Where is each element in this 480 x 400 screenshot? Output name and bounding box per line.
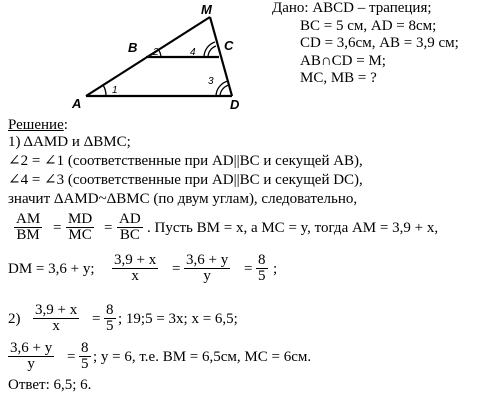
fraction-denominator: BC xyxy=(119,227,140,243)
fraction-36y-y xyxy=(184,253,230,284)
vertex-m-label: M xyxy=(201,2,212,17)
fraction-numerator: AM xyxy=(16,211,41,227)
angle-label-4: 4 xyxy=(190,47,196,58)
fraction-denominator: MC xyxy=(68,227,92,243)
solution-heading xyxy=(8,117,68,134)
fraction-denominator: x xyxy=(131,268,139,284)
angle2-equals-angle1-line: ∠2 = ∠1 (соответственные при AD||BC и секущей AB), xyxy=(8,153,363,169)
given-line-1: Дано: ABCD – трапеция; xyxy=(272,0,432,16)
fraction-numerator: 8 xyxy=(106,302,114,318)
fraction-denominator: x xyxy=(52,318,60,334)
fraction-8-5-step3 xyxy=(79,341,91,372)
given-line-2: BC = 5 см, AD = 8см; xyxy=(300,17,437,34)
substitution-text: . Пусть BM = x, а MC = y, тогда AM = 3,9 + x, xyxy=(147,220,439,236)
step-2-label: 2) xyxy=(8,311,21,327)
trapezoid-figure xyxy=(0,0,270,112)
given-line-5: MC, MB = ? xyxy=(300,70,377,86)
equals-sign: = xyxy=(53,220,62,236)
angle-label-3: 3 xyxy=(208,76,214,87)
fraction-denominator: y xyxy=(27,356,35,372)
fraction-numerator: MD xyxy=(68,211,93,227)
angle-arc-3 xyxy=(220,85,229,96)
angle-label-2: 2 xyxy=(153,47,159,58)
given-line-4: AB∩CD = M; xyxy=(300,52,386,69)
answer-line: Ответ: 6,5; 6. xyxy=(8,377,92,393)
y-solution-text: ; y = 6, т.е. BM = 6,5см, MC = 6см. xyxy=(93,349,312,365)
vertex-a-label: A xyxy=(72,96,82,111)
fraction-numerator: AD xyxy=(119,211,141,227)
fraction-denominator: 5 xyxy=(81,356,89,372)
fraction-ad-bc xyxy=(117,212,143,243)
fraction-numerator: 3,9 + x xyxy=(114,252,157,268)
fraction-8-5-step2 xyxy=(104,303,116,334)
fraction-numerator: 8 xyxy=(258,252,266,268)
solution-heading-colon: : xyxy=(63,117,68,133)
fraction-denominator: BM xyxy=(16,227,40,243)
vertex-c-label: C xyxy=(224,38,234,53)
angle-arc-4 xyxy=(208,46,216,57)
angle-arc-3b xyxy=(216,81,228,96)
angle-arc-1 xyxy=(103,85,106,96)
angle-label-1: 1 xyxy=(112,85,118,96)
fraction-md-mc xyxy=(66,212,94,243)
fraction-denominator: y xyxy=(203,268,211,284)
fraction-denominator: 5 xyxy=(258,268,266,284)
fraction-numerator: 3,6 + y xyxy=(10,340,53,356)
fraction-numerator: 8 xyxy=(81,340,89,356)
equals-sign: = xyxy=(244,261,253,277)
vertex-b-label: B xyxy=(128,40,138,55)
fraction-am-bm xyxy=(14,212,42,243)
vertex-d-label: D xyxy=(230,97,240,112)
fraction-39x-x xyxy=(112,253,158,284)
solution-heading-text: Решение xyxy=(8,117,64,133)
x-solution-text: ; 19;5 = 3x; x = 6,5; xyxy=(118,311,238,327)
fraction-numerator: 3,6 + y xyxy=(186,252,229,268)
equals-sign: = xyxy=(92,311,101,327)
fraction-36y-y-step3 xyxy=(8,341,54,372)
angle4-equals-angle3-line: ∠4 = ∠3 (соответственные при AD||BC и секущей DC), xyxy=(8,172,363,188)
fraction-8-5 xyxy=(256,253,268,284)
semicolon: ; xyxy=(273,261,278,277)
similarity-conclusion-line: значит ΔAMD~ΔBMC (по двум углам), следовательно, xyxy=(8,191,358,207)
equals-sign: = xyxy=(104,220,113,236)
dm-expression: DM = 3,6 + y; xyxy=(8,261,95,277)
given-line-3: CD = 3,6см, AB = 3,9 см; xyxy=(300,35,459,51)
fraction-denominator: 5 xyxy=(106,318,114,334)
fraction-numerator: 3,9 + x xyxy=(35,302,78,318)
step-1-line: 1) ΔAMD и ΔBMC; xyxy=(8,134,131,150)
equals-sign: = xyxy=(172,261,181,277)
angle-arc-4b xyxy=(204,42,215,57)
given-block xyxy=(272,0,459,88)
fraction-39x-x-step2 xyxy=(33,303,79,334)
equals-sign: = xyxy=(67,349,76,365)
